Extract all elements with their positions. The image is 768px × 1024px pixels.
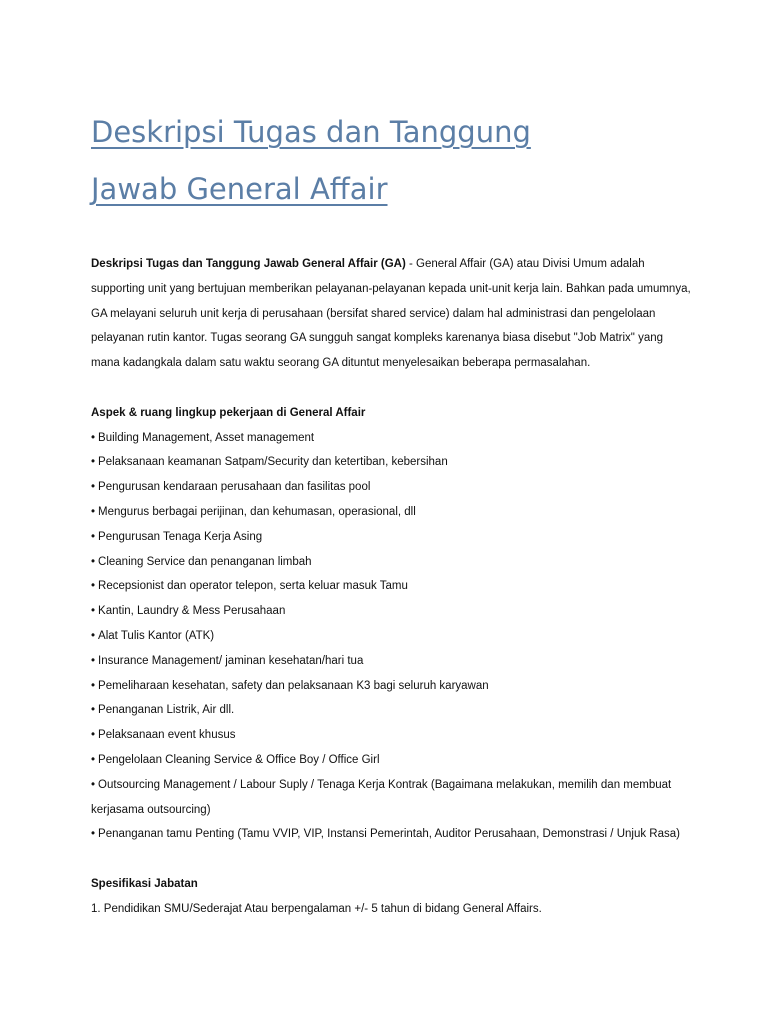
scope-item [91, 450, 691, 475]
scope-item-text: Insurance Management/ jaminan kesehatan/hari tua [98, 654, 364, 667]
bullet-icon: • [91, 654, 96, 667]
bullet-icon: • [91, 481, 96, 494]
bullet-icon: • [91, 530, 96, 543]
bullet-icon: • [91, 431, 96, 444]
scope-item [91, 748, 691, 773]
scope-item [91, 773, 691, 823]
spec-item: 1. Pendidikan SMU/Sederajat Atau berpengalaman +/- 5 tahun di bidang General Affairs. [91, 902, 542, 915]
scope-item [91, 500, 691, 525]
intro-paragraph [91, 252, 691, 376]
scope-item-text: Pelaksanaan keamanan Satpam/Security dan ketertiban, kebersihan [98, 456, 448, 469]
scope-item-text: Penanganan tamu Penting (Tamu VVIP, VIP, Instansi Pemerintah, Auditor Perusahaan, Demonstrasi / Unjuk Rasa) [98, 828, 680, 841]
bullet-icon: • [91, 679, 96, 692]
bullet-icon: • [91, 456, 96, 469]
scope-item-text: Pelaksanaan event khusus [98, 729, 236, 742]
bullet-icon: • [91, 729, 96, 742]
scope-item-text: Pengelolaan Cleaning Service & Office Boy / Office Girl [98, 753, 380, 766]
intro-body-text: - General Affair (GA) atau Divisi Umum adalah supporting unit yang bertujuan memberikan pelayanan-pelayanan kepada unit-unit kerja lain. Bahkan pada umumnya, GA melayani seluruh unit kerja di perusahaan (bersifat shared service) dalam hal administrasi dan pengelolaan pelayanan rutin kantor. Tugas seorang GA sungguh sangat kompleks karenanya biasa disebut "Job Matrix" yang mana kadangkala dalam satu waktu seorang GA dituntut menyelesaikan beberapa permasalahan. [91, 258, 691, 370]
scope-item-text: Alat Tulis Kantor (ATK) [98, 629, 215, 642]
scope-item [91, 723, 691, 748]
scope-item-text: Outsourcing Management / Labour Suply / Tenaga Kerja Kontrak (Bagaimana melakukan, memilih dan membuat kerjasama outsourcing) [91, 778, 672, 816]
scope-item-text: Mengurus berbagai perijinan, dan kehumasan, operasional, dll [98, 505, 416, 518]
bullet-icon: • [91, 555, 96, 568]
title-line-1: Deskripsi Tugas dan Tanggung [91, 115, 531, 149]
spacer [91, 847, 691, 872]
scope-item [91, 574, 691, 599]
bullet-icon: • [91, 753, 96, 766]
scope-item [91, 649, 691, 674]
bullet-icon: • [91, 778, 96, 791]
scope-item-text: Pengurusan Tenaga Kerja Asing [98, 530, 263, 543]
scope-item-text: Pengurusan kendaraan perusahaan dan fasilitas pool [98, 481, 371, 494]
scope-item-text: Recepsionist dan operator telepon, serta keluar masuk Tamu [98, 580, 408, 593]
bullet-icon: • [91, 828, 96, 841]
title-line-2: Jawab General Affair [91, 172, 388, 206]
scope-item-text: Pemeliharaan kesehatan, safety dan pelaksanaan K3 bagi seluruh karyawan [98, 679, 489, 692]
scope-item [91, 599, 691, 624]
bullet-icon: • [91, 629, 96, 642]
scope-item [91, 426, 691, 451]
scope-heading: Aspek & ruang lingkup pekerjaan di General Affair [91, 406, 366, 419]
scope-item [91, 525, 691, 550]
scope-item-text: Building Management, Asset management [98, 431, 315, 444]
intro-bold-lead: Deskripsi Tugas dan Tanggung Jawab General Affair (GA) [91, 258, 406, 270]
scope-item-text: Kantin, Laundry & Mess Perusahaan [98, 605, 286, 618]
scope-item [91, 698, 691, 723]
document-body [91, 252, 691, 922]
scope-item-text: Cleaning Service dan penanganan limbah [98, 555, 312, 568]
bullet-icon: • [91, 704, 96, 717]
scope-item-text: Penanganan Listrik, Air dll. [98, 704, 235, 717]
bullet-icon: • [91, 580, 96, 593]
bullet-icon: • [91, 605, 96, 618]
bullet-icon: • [91, 505, 96, 518]
scope-item [91, 550, 691, 575]
document-title [91, 104, 691, 218]
spacer [91, 376, 691, 401]
scope-list [91, 426, 691, 848]
scope-item [91, 674, 691, 699]
scope-item [91, 822, 691, 847]
scope-item [91, 624, 691, 649]
spec-heading: Spesifikasi Jabatan [91, 877, 198, 890]
scope-item [91, 475, 691, 500]
